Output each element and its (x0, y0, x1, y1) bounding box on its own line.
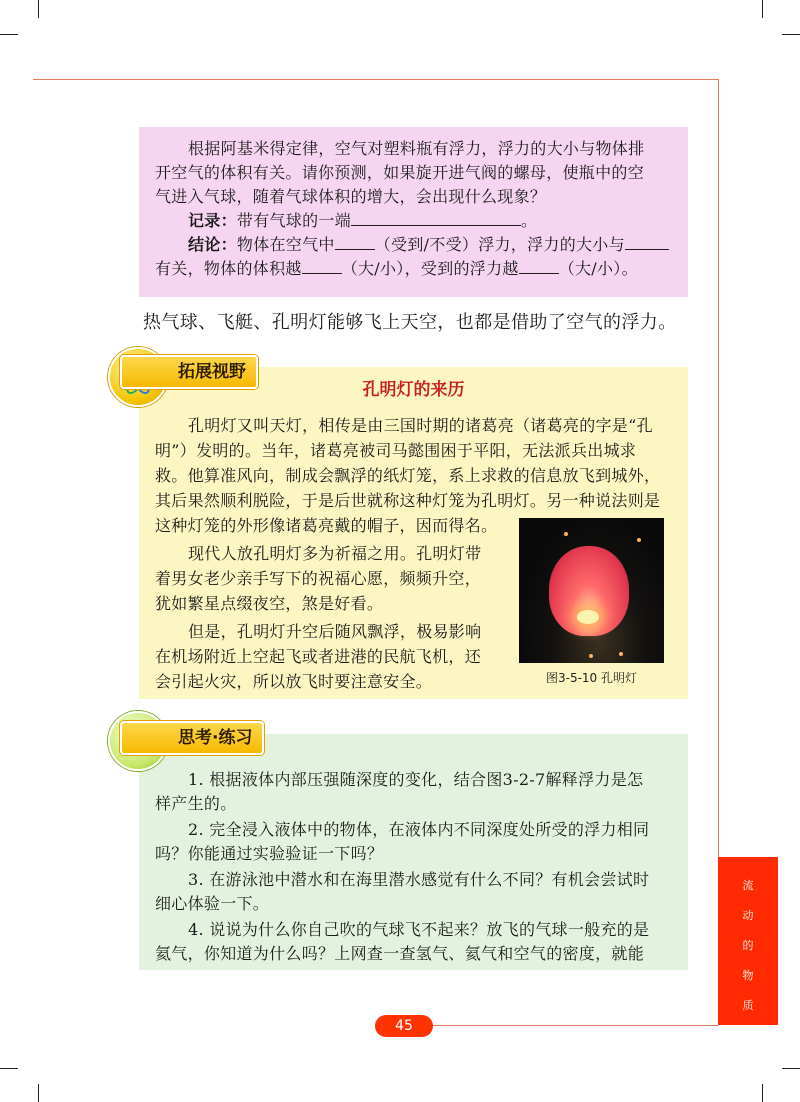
record-blank[interactable] (351, 209, 521, 226)
activity-box (139, 127, 688, 297)
activity-text-line: 气进入气球，随着气球体积的增大，会出现什么现象？ (155, 187, 547, 206)
story-line: 会引起火灾，所以放飞时要注意安全。 (155, 672, 433, 691)
crop-mark (0, 34, 18, 35)
story-line: 孔明灯又叫天灯，相传是由三国时期的诸葛亮（诸葛亮的字是“孔 (188, 416, 653, 435)
record-line (155, 209, 672, 233)
record-text: 带有气球的一端 (236, 211, 352, 230)
story-line: 现代人放孔明灯多为祈福之用。孔明灯带 (188, 544, 482, 563)
story-line: 犹如繁星点缀夜空，煞是好看。 (155, 594, 384, 613)
conclusion-blank[interactable] (335, 233, 375, 250)
bottom-border-line (433, 1025, 718, 1026)
record-end: 。 (521, 211, 538, 230)
story-line: 这种灯笼的外形像诸葛亮戴的帽子，因而得名。 (155, 516, 498, 535)
tab-spacer (718, 857, 778, 871)
crop-mark (0, 1068, 18, 1069)
crop-mark (38, 1084, 39, 1102)
crop-mark (782, 1068, 800, 1069)
distant-lantern (589, 654, 593, 658)
conclusion-text: （大/小），受到的浮力越 (341, 259, 519, 278)
chapter-side-tab (718, 857, 778, 1025)
story-line: 着男女老少亲手写下的祝福心愿，频频升空， (155, 569, 482, 588)
exercise-line: 细心体验一下。 (155, 894, 270, 913)
lantern-flame (577, 610, 599, 624)
exercise-line: 3. 在游泳池中潜水和在海里潜水感觉有什么不同？有机会尝试时 (188, 870, 650, 889)
right-border-line (718, 79, 719, 859)
record-label: 记录： (188, 211, 237, 230)
conclusion-line (155, 233, 672, 257)
conclusion-blank[interactable] (519, 257, 559, 274)
conclusion-text: 有关，物体的体积越 (155, 259, 302, 278)
expand-vision-badge: 拓展视野 (120, 355, 258, 389)
crop-mark (38, 0, 39, 18)
conclusion-text: 物体在空气中 (236, 235, 335, 254)
exercise-line: 2. 完全浸入液体中的物体，在液体内不同深度处所受的浮力相同 (188, 820, 650, 839)
exercise-line: 样产生的。 (155, 794, 237, 813)
kongming-lantern-photo (519, 518, 664, 663)
conclusion-label: 结论： (188, 235, 237, 254)
think-exercise-badge: 思考·练习 (120, 721, 264, 755)
crop-mark (762, 1084, 763, 1102)
conclusion-blank[interactable] (302, 257, 342, 274)
conclusion-blank[interactable] (625, 233, 669, 250)
crop-mark (762, 0, 763, 18)
top-border-line (33, 79, 718, 80)
distant-lantern (619, 652, 623, 656)
conclusion-text: （受到/不受）浮力，浮力的大小与 (374, 235, 625, 254)
story-line: 救。他算准风向，制成会飘浮的纸灯笼，系上求救的信息放飞到城外， (155, 466, 661, 485)
exercise-line: 4. 说说为什么你自己吹的气球飞不起来？放飞的气球一般充的是 (188, 920, 650, 939)
exercise-line: 吗？你能通过实验验证一下吗？ (155, 844, 384, 863)
distant-lantern (564, 532, 568, 536)
story-line: 其后果然顺利脱险，于是后世就称这种灯笼为孔明灯。另一种说法则是 (155, 491, 661, 510)
side-tab-char: 物 (742, 969, 754, 982)
body-text: 热气球、飞艇、孔明灯能够飞上天空，也都是借助了空气的浮力。 (143, 312, 677, 333)
think-exercise-box (139, 734, 688, 970)
side-tab-char: 动 (742, 909, 754, 922)
side-tab-char: 流 (742, 879, 754, 892)
story-line: 在机场附近上空起飞或者进港的民航飞机，还 (155, 647, 482, 666)
story-line: 明”）发明的。当年，诸葛亮被司马懿围困于平阳，无法派兵出城求 (155, 441, 637, 460)
section-title: 孔明灯的来历 (362, 380, 465, 400)
activity-text-line: 开空气的体积有关。请你预测，如果旋开进气阀的螺母，使瓶中的空 (155, 163, 645, 182)
conclusion-line (155, 257, 672, 281)
activity-text-line: 根据阿基米得定律，空气对塑料瓶有浮力，浮力的大小与物体排 (188, 139, 645, 158)
crop-mark (782, 34, 800, 35)
side-tab-char: 的 (742, 939, 754, 952)
page-number: 45 (375, 1015, 433, 1037)
exercise-line: 氦气，你知道为什么吗？上网查一查氢气、氦气和空气的密度，就能 (155, 944, 645, 963)
distant-lantern (637, 538, 641, 542)
photo-caption: 图3-5-10 孔明灯 (545, 671, 637, 685)
side-tab-char: 质 (742, 999, 754, 1012)
story-line: 但是，孔明灯升空后随风飘浮，极易影响 (188, 622, 482, 641)
conclusion-text: （大/小）。 (558, 259, 638, 278)
exercise-line: 1. 根据液体内部压强随深度的变化，结合图3-2-7解释浮力是怎 (188, 770, 644, 789)
